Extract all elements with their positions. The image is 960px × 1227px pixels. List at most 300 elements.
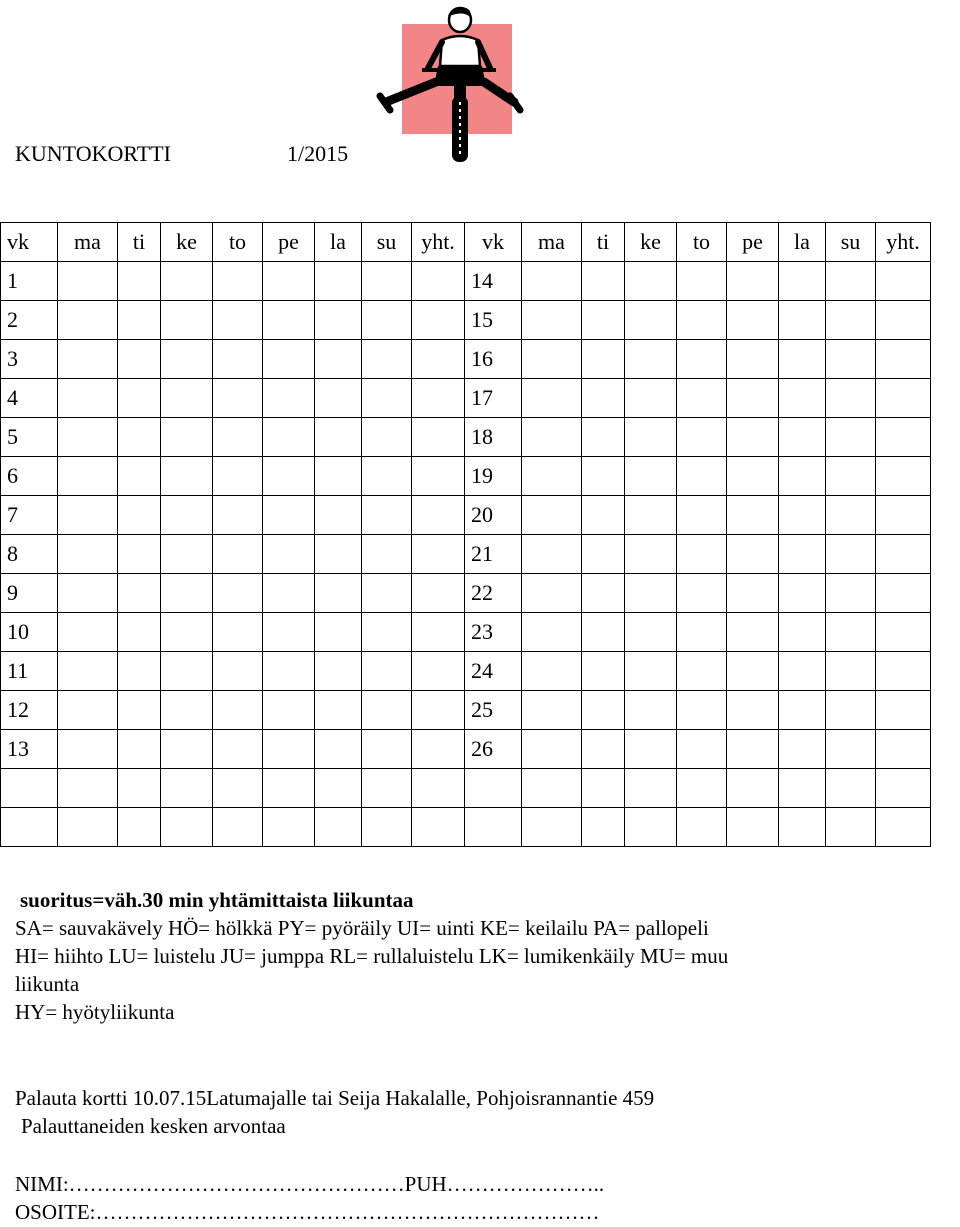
entry-cell[interactable]: [876, 496, 931, 535]
entry-cell[interactable]: [522, 340, 582, 379]
entry-cell[interactable]: [315, 418, 362, 457]
entry-cell[interactable]: [263, 262, 315, 301]
entry-cell[interactable]: [826, 379, 876, 418]
entry-cell[interactable]: [876, 769, 931, 808]
entry-cell[interactable]: [213, 574, 263, 613]
legend-line: HY= hyötyliikunta: [15, 1000, 175, 1024]
entry-cell[interactable]: [677, 535, 727, 574]
entry-cell[interactable]: [582, 613, 625, 652]
column-header: to: [213, 223, 263, 262]
entry-cell[interactable]: [625, 535, 677, 574]
week-number: 4: [1, 379, 58, 418]
entry-cell[interactable]: [727, 301, 779, 340]
entry-cell[interactable]: [315, 379, 362, 418]
week-number: 24: [465, 652, 522, 691]
entry-cell[interactable]: [625, 769, 677, 808]
entry-cell[interactable]: [412, 574, 465, 613]
entry-cell[interactable]: [118, 808, 161, 847]
entry-cell[interactable]: [362, 457, 412, 496]
entry-cell[interactable]: [412, 340, 465, 379]
entry-cell[interactable]: [412, 808, 465, 847]
week-number: 12: [1, 691, 58, 730]
week-number: 11: [1, 652, 58, 691]
entry-cell[interactable]: [522, 457, 582, 496]
entry-cell[interactable]: [625, 496, 677, 535]
entry-cell[interactable]: [362, 574, 412, 613]
entry-cell[interactable]: [779, 730, 826, 769]
entry-cell[interactable]: [58, 418, 118, 457]
entry-cell[interactable]: [213, 379, 263, 418]
entry-cell[interactable]: [213, 340, 263, 379]
week-number: 5: [1, 418, 58, 457]
week-number: 2: [1, 301, 58, 340]
entry-cell[interactable]: [58, 691, 118, 730]
entry-cell[interactable]: [315, 457, 362, 496]
entry-cell[interactable]: [58, 496, 118, 535]
entry-cell[interactable]: [522, 808, 582, 847]
entry-cell[interactable]: [412, 379, 465, 418]
entry-cell[interactable]: [362, 730, 412, 769]
column-header: ma: [522, 223, 582, 262]
cyclist-icon: [376, 4, 526, 166]
entry-cell[interactable]: [727, 418, 779, 457]
entry-cell[interactable]: [412, 730, 465, 769]
entry-cell[interactable]: [161, 574, 213, 613]
entry-cell[interactable]: [826, 301, 876, 340]
entry-cell[interactable]: [826, 808, 876, 847]
entry-cell[interactable]: [161, 808, 213, 847]
column-header: vk: [1, 223, 58, 262]
entry-cell[interactable]: [826, 535, 876, 574]
entry-cell[interactable]: [625, 418, 677, 457]
entry-cell[interactable]: [876, 691, 931, 730]
entry-cell[interactable]: [522, 301, 582, 340]
entry-cell[interactable]: [625, 262, 677, 301]
week-number: 9: [1, 574, 58, 613]
entry-cell[interactable]: [161, 301, 213, 340]
entry-cell[interactable]: [522, 535, 582, 574]
week-number: 10: [1, 613, 58, 652]
entry-cell[interactable]: [118, 262, 161, 301]
entry-cell[interactable]: [779, 262, 826, 301]
entry-cell[interactable]: [118, 652, 161, 691]
column-header: yht.: [412, 223, 465, 262]
entry-cell[interactable]: [412, 457, 465, 496]
entry-cell[interactable]: [582, 457, 625, 496]
entry-cell[interactable]: [118, 535, 161, 574]
entry-cell[interactable]: [826, 262, 876, 301]
week-number: 25: [465, 691, 522, 730]
entry-cell[interactable]: [213, 769, 263, 808]
entry-cell[interactable]: [213, 301, 263, 340]
entry-cell[interactable]: [625, 379, 677, 418]
entry-cell[interactable]: [876, 730, 931, 769]
table-row: [1, 808, 931, 847]
entry-cell[interactable]: [779, 457, 826, 496]
entry-cell[interactable]: [263, 574, 315, 613]
entry-cell[interactable]: [677, 379, 727, 418]
entry-cell[interactable]: [727, 262, 779, 301]
entry-cell[interactable]: [213, 262, 263, 301]
entry-cell[interactable]: [677, 691, 727, 730]
entry-cell[interactable]: [263, 535, 315, 574]
table-row: [1, 652, 931, 691]
notes-section: [15, 886, 728, 1226]
table-row: [1, 262, 931, 301]
entry-cell[interactable]: [58, 379, 118, 418]
entry-cell[interactable]: [362, 496, 412, 535]
column-header: ti: [118, 223, 161, 262]
column-header: ke: [161, 223, 213, 262]
entry-cell[interactable]: [263, 379, 315, 418]
table-row: [1, 496, 931, 535]
entry-cell[interactable]: [362, 613, 412, 652]
entry-cell[interactable]: [522, 379, 582, 418]
entry-cell[interactable]: [161, 535, 213, 574]
entry-cell[interactable]: [826, 457, 876, 496]
entry-cell[interactable]: [876, 652, 931, 691]
entry-cell[interactable]: [315, 652, 362, 691]
entry-cell[interactable]: [161, 652, 213, 691]
entry-cell[interactable]: [315, 769, 362, 808]
entry-cell[interactable]: [263, 691, 315, 730]
entry-cell[interactable]: [876, 457, 931, 496]
entry-cell[interactable]: [779, 301, 826, 340]
table-row: [1, 613, 931, 652]
entry-cell[interactable]: [362, 379, 412, 418]
column-header: yht.: [876, 223, 931, 262]
entry-cell[interactable]: [727, 535, 779, 574]
entry-cell[interactable]: [826, 613, 876, 652]
entry-cell[interactable]: [727, 340, 779, 379]
entry-cell[interactable]: [727, 808, 779, 847]
entry-cell[interactable]: [58, 457, 118, 496]
entry-cell[interactable]: [677, 496, 727, 535]
entry-cell[interactable]: [625, 301, 677, 340]
entry-cell[interactable]: [315, 613, 362, 652]
table-row: [1, 535, 931, 574]
entry-cell[interactable]: [677, 808, 727, 847]
entry-cell[interactable]: [58, 301, 118, 340]
card-title: KUNTOKORTTI: [15, 141, 171, 166]
week-number: 3: [1, 340, 58, 379]
entry-cell[interactable]: [727, 730, 779, 769]
entry-cell[interactable]: [161, 613, 213, 652]
entry-cell[interactable]: [213, 535, 263, 574]
entry-cell[interactable]: [779, 535, 826, 574]
entry-cell[interactable]: [582, 574, 625, 613]
entry-cell[interactable]: [727, 379, 779, 418]
entry-cell[interactable]: [582, 418, 625, 457]
entry-cell[interactable]: [582, 262, 625, 301]
entry-cell[interactable]: [118, 496, 161, 535]
column-header: pe: [727, 223, 779, 262]
entry-cell[interactable]: [779, 340, 826, 379]
entry-cell[interactable]: [677, 652, 727, 691]
entry-cell[interactable]: [412, 496, 465, 535]
entry-cell[interactable]: [779, 691, 826, 730]
column-header: la: [315, 223, 362, 262]
entry-cell[interactable]: [677, 301, 727, 340]
entry-cell[interactable]: [161, 769, 213, 808]
entry-cell[interactable]: [58, 262, 118, 301]
entry-cell[interactable]: [522, 769, 582, 808]
entry-cell[interactable]: [362, 418, 412, 457]
entry-cell[interactable]: [522, 496, 582, 535]
entry-cell[interactable]: [582, 340, 625, 379]
entry-cell[interactable]: [677, 574, 727, 613]
entry-cell[interactable]: [263, 496, 315, 535]
entry-cell[interactable]: [677, 613, 727, 652]
entry-cell[interactable]: [625, 613, 677, 652]
entry-cell[interactable]: [677, 418, 727, 457]
entry-cell[interactable]: [522, 613, 582, 652]
entry-cell[interactable]: [118, 691, 161, 730]
entry-cell[interactable]: [876, 535, 931, 574]
entry-cell[interactable]: [826, 769, 876, 808]
entry-cell[interactable]: [263, 301, 315, 340]
entry-cell[interactable]: [362, 808, 412, 847]
entry-cell[interactable]: [779, 496, 826, 535]
entry-cell[interactable]: [582, 301, 625, 340]
entry-cell[interactable]: [677, 769, 727, 808]
entry-cell[interactable]: [118, 340, 161, 379]
entry-cell[interactable]: [522, 574, 582, 613]
entry-cell[interactable]: [727, 652, 779, 691]
entry-cell[interactable]: [263, 340, 315, 379]
entry-cell[interactable]: [362, 691, 412, 730]
entry-cell[interactable]: [161, 418, 213, 457]
entry-cell[interactable]: [118, 379, 161, 418]
entry-cell[interactable]: [362, 301, 412, 340]
entry-cell[interactable]: [727, 457, 779, 496]
entry-cell[interactable]: [876, 262, 931, 301]
entry-cell[interactable]: [412, 535, 465, 574]
entry-cell[interactable]: [826, 652, 876, 691]
entry-cell[interactable]: [58, 730, 118, 769]
entry-cell[interactable]: [118, 730, 161, 769]
table-row: [1, 691, 931, 730]
entry-cell[interactable]: [582, 379, 625, 418]
entry-cell[interactable]: [213, 808, 263, 847]
entry-cell[interactable]: [826, 496, 876, 535]
entry-cell[interactable]: [876, 418, 931, 457]
week-number: 16: [465, 340, 522, 379]
entry-cell[interactable]: [315, 496, 362, 535]
entry-cell[interactable]: [522, 262, 582, 301]
entry-cell[interactable]: [58, 535, 118, 574]
week-number: 7: [1, 496, 58, 535]
table-row: [1, 769, 931, 808]
entry-cell[interactable]: [315, 301, 362, 340]
entry-cell[interactable]: [161, 691, 213, 730]
entry-cell[interactable]: [779, 652, 826, 691]
entry-cell[interactable]: [625, 340, 677, 379]
entry-cell[interactable]: [118, 418, 161, 457]
entry-cell[interactable]: [522, 418, 582, 457]
entry-cell[interactable]: [779, 769, 826, 808]
entry-cell[interactable]: [779, 379, 826, 418]
entry-cell[interactable]: [263, 769, 315, 808]
entry-cell[interactable]: [58, 340, 118, 379]
entry-cell[interactable]: [213, 613, 263, 652]
table-row: [1, 379, 931, 418]
entry-cell[interactable]: [625, 574, 677, 613]
entry-cell[interactable]: [677, 457, 727, 496]
week-number: [465, 769, 522, 808]
entry-cell[interactable]: [161, 730, 213, 769]
return-instructions: Palauta kortti 10.07.15Latumajalle tai Seija Hakalalle, Pohjoisrannantie 459: [15, 1086, 655, 1110]
entry-cell[interactable]: [582, 496, 625, 535]
entry-cell[interactable]: [362, 535, 412, 574]
exercise-rule: suoritus=väh.30 min yhtämittaista liikuntaa: [20, 888, 414, 912]
entry-cell[interactable]: [362, 340, 412, 379]
entry-cell[interactable]: [779, 808, 826, 847]
entry-cell[interactable]: [826, 340, 876, 379]
entry-cell[interactable]: [727, 769, 779, 808]
entry-cell[interactable]: [876, 574, 931, 613]
entry-cell[interactable]: [263, 652, 315, 691]
entry-cell[interactable]: [412, 691, 465, 730]
entry-cell[interactable]: [263, 457, 315, 496]
entry-cell[interactable]: [118, 574, 161, 613]
entry-cell[interactable]: [362, 652, 412, 691]
entry-cell[interactable]: [412, 301, 465, 340]
card-period: 1/2015: [287, 141, 349, 166]
entry-cell[interactable]: [213, 730, 263, 769]
entry-cell[interactable]: [58, 574, 118, 613]
entry-cell[interactable]: [362, 262, 412, 301]
table-row: [1, 340, 931, 379]
entry-cell[interactable]: [779, 574, 826, 613]
entry-cell[interactable]: [876, 379, 931, 418]
entry-cell[interactable]: [118, 301, 161, 340]
entry-cell[interactable]: [876, 808, 931, 847]
entry-cell[interactable]: [118, 769, 161, 808]
entry-cell[interactable]: [263, 418, 315, 457]
entry-cell[interactable]: [625, 652, 677, 691]
entry-cell[interactable]: [263, 808, 315, 847]
entry-cell[interactable]: [58, 613, 118, 652]
entry-cell[interactable]: [779, 613, 826, 652]
entry-cell[interactable]: [522, 691, 582, 730]
entry-cell[interactable]: [412, 418, 465, 457]
column-header: vk: [465, 223, 522, 262]
entry-cell[interactable]: [582, 769, 625, 808]
entry-cell[interactable]: [677, 262, 727, 301]
entry-cell[interactable]: [779, 418, 826, 457]
entry-cell[interactable]: [727, 691, 779, 730]
entry-cell[interactable]: [582, 730, 625, 769]
entry-cell[interactable]: [677, 730, 727, 769]
entry-cell[interactable]: [161, 457, 213, 496]
column-header: su: [362, 223, 412, 262]
entry-cell[interactable]: [58, 652, 118, 691]
entry-cell[interactable]: [412, 262, 465, 301]
name-phone-field[interactable]: NIMI:…………………………………………PUH…………………..: [15, 1172, 605, 1196]
entry-cell[interactable]: [315, 730, 362, 769]
entry-cell[interactable]: [625, 730, 677, 769]
column-header: ke: [625, 223, 677, 262]
week-number: 20: [465, 496, 522, 535]
entry-cell[interactable]: [315, 262, 362, 301]
week-number: [1, 808, 58, 847]
table-row: [1, 301, 931, 340]
entry-cell[interactable]: [876, 340, 931, 379]
entry-cell[interactable]: [625, 808, 677, 847]
legend-line: HI= hiihto LU= luistelu JU= jumppa RL= rullaluistelu LK= lumikenkäily MU= muu: [15, 944, 729, 968]
entry-cell[interactable]: [161, 496, 213, 535]
entry-cell[interactable]: [315, 808, 362, 847]
entry-cell[interactable]: [826, 574, 876, 613]
entry-cell[interactable]: [315, 691, 362, 730]
week-number: 26: [465, 730, 522, 769]
entry-cell[interactable]: [625, 691, 677, 730]
entry-cell[interactable]: [876, 613, 931, 652]
entry-cell[interactable]: [161, 262, 213, 301]
entry-cell[interactable]: [213, 496, 263, 535]
address-field[interactable]: OSOITE:………………………………………………………………: [15, 1200, 600, 1224]
entry-cell[interactable]: [161, 379, 213, 418]
entry-cell[interactable]: [58, 769, 118, 808]
entry-cell[interactable]: [826, 730, 876, 769]
entry-cell[interactable]: [412, 613, 465, 652]
entry-cell[interactable]: [727, 574, 779, 613]
raffle-note: Palauttaneiden kesken arvontaa: [21, 1114, 286, 1138]
entry-cell[interactable]: [315, 340, 362, 379]
entry-cell[interactable]: [118, 457, 161, 496]
entry-cell[interactable]: [263, 613, 315, 652]
entry-cell[interactable]: [625, 457, 677, 496]
week-number: 19: [465, 457, 522, 496]
entry-cell[interactable]: [213, 457, 263, 496]
entry-cell[interactable]: [213, 418, 263, 457]
week-number: [1, 769, 58, 808]
entry-cell[interactable]: [582, 691, 625, 730]
entry-cell[interactable]: [58, 808, 118, 847]
entry-cell[interactable]: [161, 340, 213, 379]
entry-cell[interactable]: [315, 574, 362, 613]
entry-cell[interactable]: [315, 535, 362, 574]
entry-cell[interactable]: [412, 769, 465, 808]
table-row: [1, 418, 931, 457]
entry-cell[interactable]: [727, 496, 779, 535]
entry-cell[interactable]: [522, 730, 582, 769]
entry-cell[interactable]: [213, 691, 263, 730]
entry-cell[interactable]: [522, 652, 582, 691]
entry-cell[interactable]: [582, 808, 625, 847]
entry-cell[interactable]: [118, 613, 161, 652]
entry-cell[interactable]: [582, 535, 625, 574]
entry-cell[interactable]: [826, 418, 876, 457]
week-number: 6: [1, 457, 58, 496]
entry-cell[interactable]: [412, 652, 465, 691]
week-number: 13: [1, 730, 58, 769]
table-row: [1, 730, 931, 769]
entry-cell[interactable]: [263, 730, 315, 769]
entry-cell[interactable]: [727, 613, 779, 652]
week-number: 1: [1, 262, 58, 301]
entry-cell[interactable]: [362, 769, 412, 808]
entry-cell[interactable]: [213, 652, 263, 691]
entry-cell[interactable]: [582, 652, 625, 691]
legend-line: SA= sauvakävely HÖ= hölkkä PY= pyöräily UI= uinti KE= keilailu PA= pallopeli: [15, 916, 709, 940]
entry-cell[interactable]: [826, 691, 876, 730]
entry-cell[interactable]: [677, 340, 727, 379]
table-header-row: [1, 223, 931, 262]
week-number: [465, 808, 522, 847]
entry-cell[interactable]: [876, 301, 931, 340]
